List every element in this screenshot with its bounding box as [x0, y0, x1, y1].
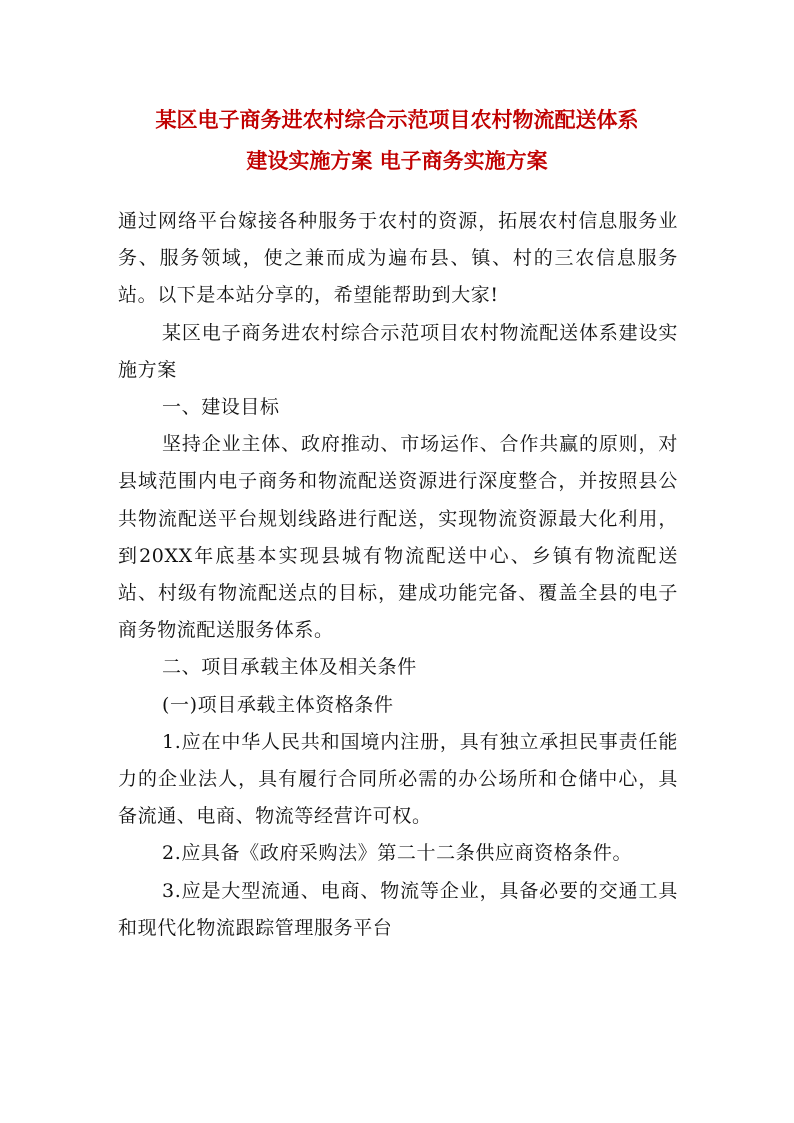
condition-item-1: 1.应在中华人民共和国境内注册，具有独立承担民事责任能力的企业法人，具有履行合同所必需的办公场所和仓储中心，具备流通、电商、物流等经营许可权。: [118, 730, 678, 828]
condition-item-2: 2.应具备《政府采购法》第二十二条供应商资格条件。: [162, 842, 633, 865]
intro-paragraph: 通过网络平台嫁接各种服务于农村的资源，拓展农村信息服务业务、服务领域，使之兼而成为遍布县、镇、村的三农信息服务站。以下是本站分享的，希望能帮助到大家!: [118, 210, 678, 307]
subsection-heading-qualifications: (一)项目承载主体资格条件: [162, 693, 394, 716]
section-heading-goals: 一、建设目标: [162, 396, 280, 419]
document-body: [118, 203, 678, 947]
goals-paragraph: 坚持企业主体、政府推动、市场运作、合作共赢的原则，对县域范围内电子商务和物流配送资源进行深度整合，并按照县公共物流配送平台规划线路进行配送，实现物流资源最大化利用，到20XX年底基本实现县城有物流配送中心、乡镇有物流配送站、村级有物流配送点的目标，建成功能完备、覆盖全县的电子商务物流配送服务体系。: [118, 433, 678, 642]
document-title-line-2: 建设实施方案 电子商务实施方案: [246, 148, 548, 173]
subtitle-paragraph: 某区电子商务进农村综合示范项目农村物流配送体系建设实施方案: [118, 321, 678, 381]
condition-item-3: 3.应是大型流通、电商、物流等企业，具备必要的交通工具和现代化物流跟踪管理服务平台: [118, 879, 678, 939]
section-heading-subject: 二、项目承载主体及相关条件: [162, 656, 417, 679]
document-title-line-1: 某区电子商务进农村综合示范项目农村物流配送体系: [155, 107, 639, 132]
